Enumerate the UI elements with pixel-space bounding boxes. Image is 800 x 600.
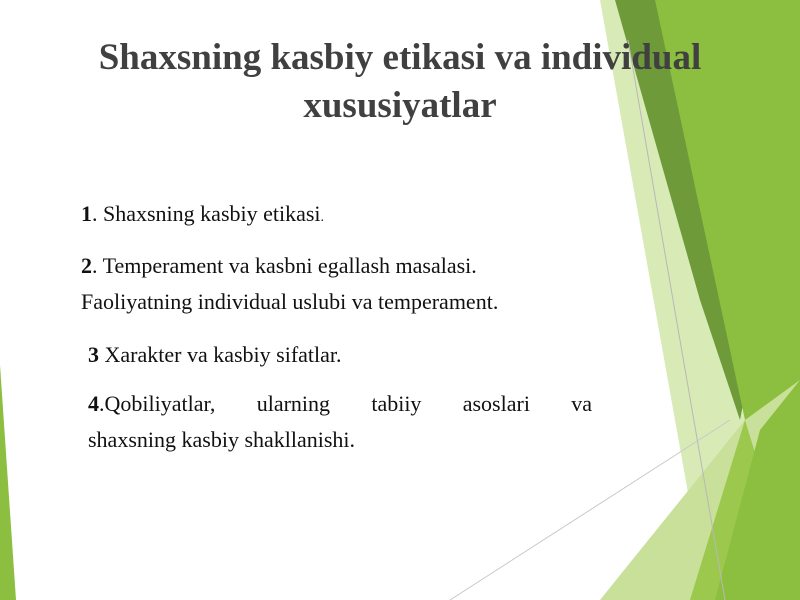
list-item-3 [88,337,588,373]
list-item-4 [88,386,592,458]
list-item-2 [81,248,601,320]
slide-title-line-2: xususiyatlar [303,85,497,126]
list-item-text-line-2: shaxsning kasbiy shakllanishi. [88,427,356,452]
slide-title [40,34,760,130]
list-item-text: . Shaxsning kasbiy etikasi [92,201,321,226]
list-item-number: 4 [88,391,99,416]
list-item-number: 1 [81,201,92,226]
left-green-stripe [0,365,16,600]
list-item-number: 2 [81,253,92,278]
list-item-line-1 [88,386,592,422]
slide-title-line-1: Shaxsning kasbiy etikasi va individual [98,37,702,78]
list-item-text-tail: . [320,210,325,225]
list-item-text-line-1: . Temperament va kasbni egallash masalasi. [92,253,477,278]
list-item-text-line-1: .Qobiliyatlar, ularning tabiiy asoslari va [99,391,592,416]
list-item-1 [81,196,581,236]
list-item-number: 3 [88,342,99,367]
list-item-text: Xarakter va kasbiy sifatlar. [99,342,342,367]
list-item-text-line-2: Faoliyatning individual uslubi va temperament. [81,289,499,314]
